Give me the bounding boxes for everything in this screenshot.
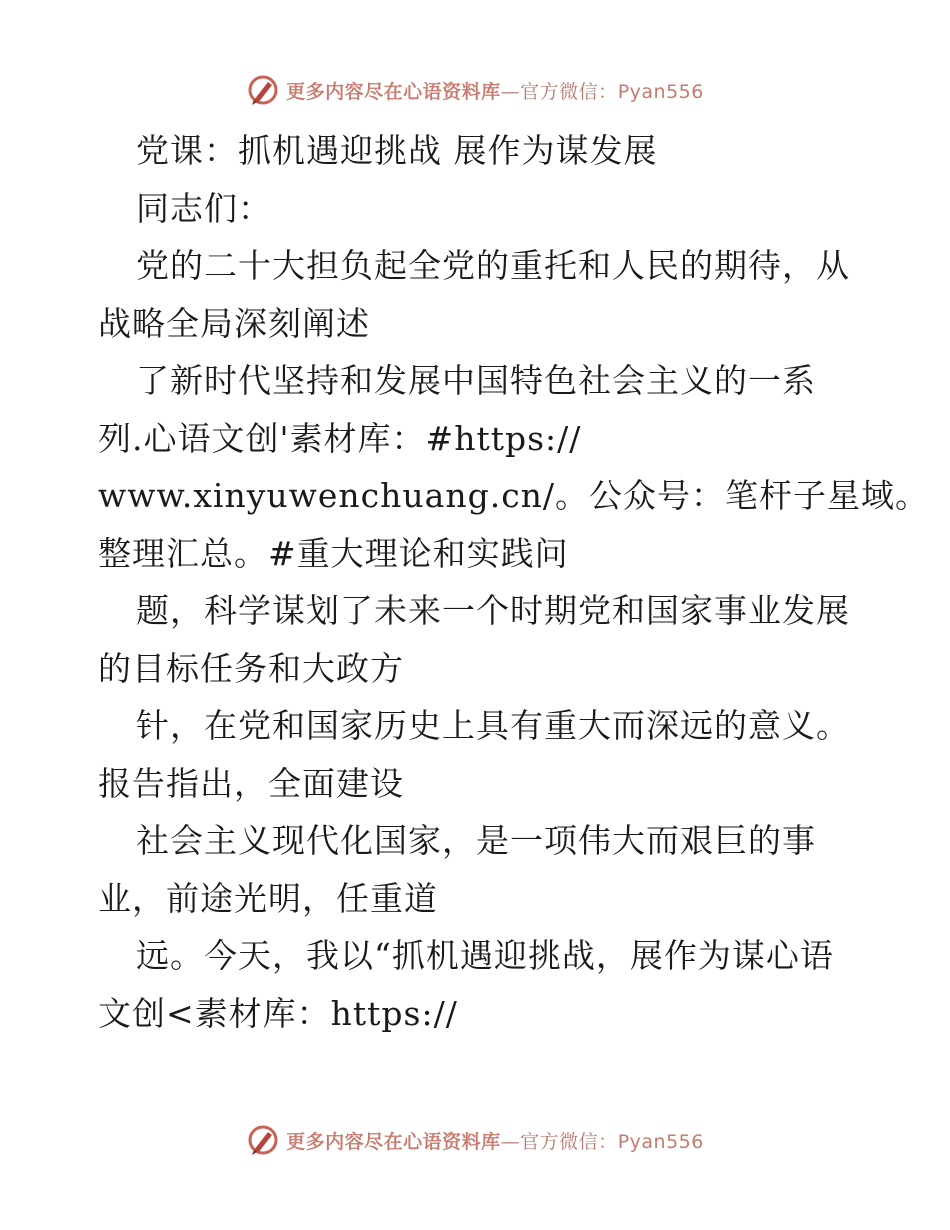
pen-logo-icon — [246, 1123, 280, 1157]
document-title: 党课：抓机遇迎挑战 展作为谋发展 — [136, 131, 658, 170]
banner-text: 更多内容尽在心语资料库—官方微信：Pyan556 — [286, 80, 704, 103]
body-line: 党的二十大担负起全党的重托和人民的期待，从 — [136, 246, 850, 285]
body-line: 报告指出，全面建设 — [98, 763, 404, 803]
body-line: 战略全局深刻阐述 — [98, 303, 370, 343]
body-line: 的目标任务和大政方 — [98, 648, 404, 688]
salutation: 同志们： — [136, 188, 272, 228]
footer-watermark-banner — [0, 1120, 950, 1160]
body-line: 业，前途光明，任重道 — [98, 878, 438, 918]
body-line: 远。今天，我以“抓机遇迎挑战，展作为谋心语 — [136, 936, 834, 975]
body-line: 文创<素材库：https:// — [98, 993, 458, 1033]
pen-logo-icon — [246, 73, 280, 107]
body-line: 题，科学谋划了未来一个时期党和国家事业发展 — [136, 591, 850, 630]
header-watermark-banner — [0, 70, 950, 110]
banner-text: 更多内容尽在心语资料库—官方微信：Pyan556 — [286, 1130, 704, 1153]
document-body — [98, 122, 930, 1042]
body-line: 社会主义现代化国家，是一项伟大而艰巨的事 — [136, 821, 816, 860]
body-line: www.xinyuwenchuang.cn/。公众号：笔杆子星域。 — [98, 476, 930, 515]
body-line: 针，在党和国家历史上具有重大而深远的意义。 — [136, 706, 850, 745]
body-line: 列.心语文创'素材库：#https:// — [98, 418, 582, 458]
body-line: 了新时代坚持和发展中国特色社会主义的一系 — [136, 361, 816, 400]
body-line: 整理汇总。#重大理论和实践问 — [98, 533, 569, 573]
